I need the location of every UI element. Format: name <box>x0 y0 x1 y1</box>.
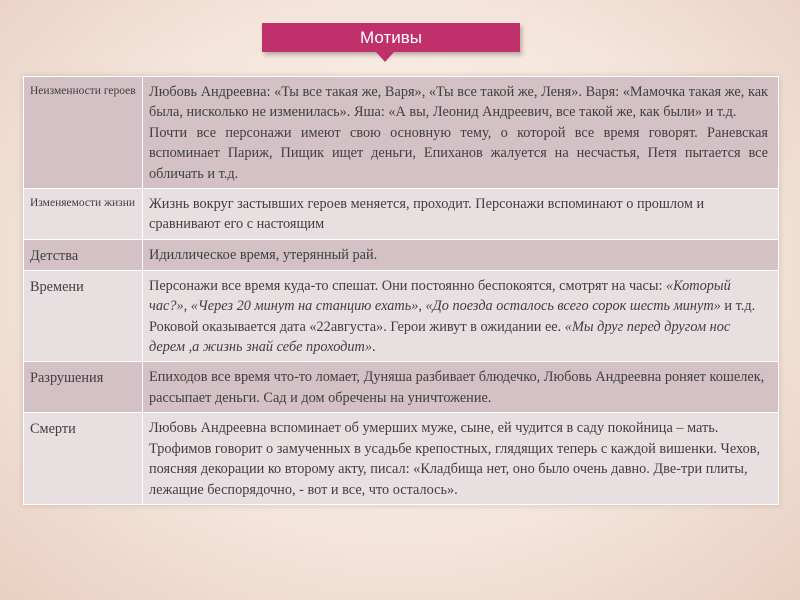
separator-text: . <box>372 339 376 356</box>
motif-theme-cell: Неизменности героев <box>24 77 143 189</box>
table-row-destruction <box>24 362 779 413</box>
motif-theme-cell: Смерти <box>24 413 143 505</box>
table-row-death <box>24 413 779 505</box>
motif-description-cell: Епиходов все время что-то ломает, Дуняша разбивает блюдечко, Любовь Андреевна роняет кошелек, рассыпает деньги. Сад и дом обречены на уничтожение. <box>143 362 779 413</box>
motif-theme-cell: Времени <box>24 270 143 362</box>
quote-text: «Мы друг перед другом нос дерем ,а жизнь знай себе проходит» <box>149 318 731 356</box>
description-paragraph: Любовь Андреевна: «Ты все такая же, Варя», «Ты все такой же, Леня». Варя: «Мамочка такая же, как была, нисколько не изменилась». Яша: «А вы, Леонид Андреевич, все такой же, как были» и т.д. <box>149 84 768 121</box>
description-text: и т.д. Роковой оказывается дата «22августа». Герои живут в ожидании ее. <box>149 298 756 335</box>
table-row-childhood <box>24 239 779 270</box>
table-row-changing-life <box>24 189 779 240</box>
table-row-immutability <box>24 77 779 189</box>
motif-description-cell: Идиллическое время, утерянный рай. <box>143 239 779 270</box>
slide-title: Мотивы <box>262 23 520 52</box>
separator-text: , <box>418 298 426 315</box>
motif-theme-cell: Изменяемости жизни <box>24 189 143 240</box>
motif-description-cell: Любовь Андреевна вспоминает об умерших муже, сыне, ей чудится в саду покойница – мать. Трофимов говорит о замученных в усадьбе крепостных, глядящих теперь с каждой вишенки. Чехов, поясняя декорации ко второму акту, писал: «Кладбища нет, оно было очень давно. Две-три плиты, лежащие беспорядочно, - вот и все, что осталось». <box>143 413 779 505</box>
title-arrow-decoration <box>376 52 394 62</box>
motif-description-cell <box>143 270 779 362</box>
motif-description-cell <box>143 77 779 189</box>
motif-description-cell: Жизнь вокруг застывших героев меняется, проходит. Персонажи вспоминают о прошлом и сравнивают его с настоящим <box>143 189 779 240</box>
motif-theme-cell: Детства <box>24 239 143 270</box>
motif-theme-cell: Разрушения <box>24 362 143 413</box>
description-paragraph: Почти все персонажи имеют свою основную тему, о которой все время говорят. Раневская вспоминает Париж, Пищик ищет деньги, Епиханов жалуется на несчастья, Петя пытается все обличать и т.д. <box>149 124 768 182</box>
quote-text: «До поезда осталось всего сорок шесть минут» <box>425 298 721 315</box>
table-row-time <box>24 270 779 362</box>
separator-text: , <box>183 298 191 315</box>
description-text: Персонажи все время куда-то спешат. Они постоянно беспокоятся, смотрят на часы: <box>149 277 667 294</box>
quote-text: «Через 20 минут на станцию ехать» <box>190 298 419 315</box>
motifs-table <box>23 76 779 505</box>
quote-text: «Который час?» <box>149 277 731 315</box>
